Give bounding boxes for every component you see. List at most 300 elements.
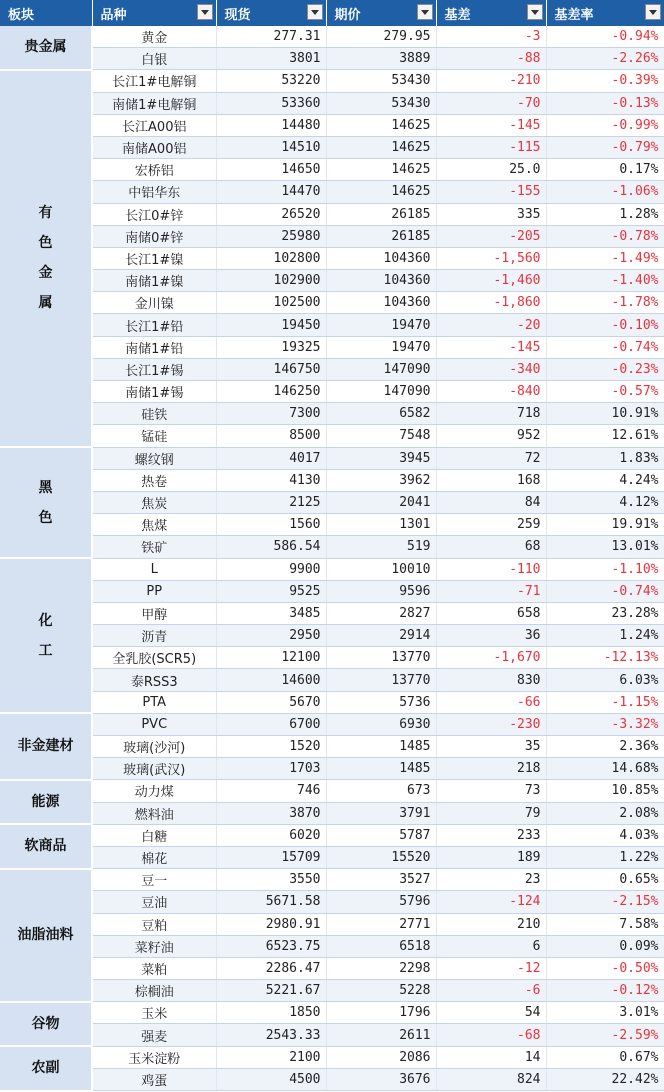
basis-cell[interactable]: 210 xyxy=(436,913,546,935)
basis-cell[interactable]: -230 xyxy=(436,713,546,735)
name-cell[interactable]: L xyxy=(92,558,216,580)
basis-cell[interactable]: -145 xyxy=(436,114,546,136)
spot-cell[interactable]: 2286.47 xyxy=(216,957,326,979)
spot-cell[interactable]: 53360 xyxy=(216,92,326,114)
futures-cell[interactable]: 1485 xyxy=(326,736,436,758)
spot-cell[interactable]: 14510 xyxy=(216,136,326,158)
table-row xyxy=(0,92,664,114)
name-cell[interactable]: 长江1#锡 xyxy=(92,358,216,380)
basis-cell[interactable]: -124 xyxy=(436,891,546,913)
basis-rate-cell[interactable]: 2.36% xyxy=(546,736,664,758)
futures-cell[interactable]: 14625 xyxy=(326,136,436,158)
spot-cell[interactable]: 3870 xyxy=(216,802,326,824)
table-body xyxy=(0,26,664,1091)
sector-cell[interactable] xyxy=(0,558,92,713)
filter-dropdown-icon[interactable] xyxy=(527,4,543,20)
table-row xyxy=(0,736,664,758)
basis-rate-cell[interactable]: 3.01% xyxy=(546,1002,664,1024)
basis-cell[interactable]: 335 xyxy=(436,203,546,225)
header-basis[interactable]: 基差 xyxy=(436,0,546,26)
spot-cell[interactable]: 3550 xyxy=(216,869,326,891)
header-name[interactable]: 品种 xyxy=(92,0,216,26)
name-cell[interactable]: 棕榈油 xyxy=(92,980,216,1002)
basis-cell[interactable]: -145 xyxy=(436,336,546,358)
table-row xyxy=(0,869,664,891)
futures-cell[interactable]: 5736 xyxy=(326,691,436,713)
basis-cell[interactable]: -66 xyxy=(436,691,546,713)
futures-cell[interactable]: 147090 xyxy=(326,381,436,403)
name-cell[interactable]: 宏桥铝 xyxy=(92,159,216,181)
basis-cell[interactable]: -68 xyxy=(436,1024,546,1046)
table-row xyxy=(0,491,664,513)
basis-cell[interactable]: 14 xyxy=(436,1046,546,1068)
basis-cell[interactable]: -1,860 xyxy=(436,292,546,314)
table-row xyxy=(0,691,664,713)
basis-rate-cell[interactable]: -0.13% xyxy=(546,92,664,114)
spot-cell[interactable]: 19450 xyxy=(216,314,326,336)
futures-cell[interactable]: 6930 xyxy=(326,713,436,735)
spot-cell[interactable]: 4017 xyxy=(216,447,326,469)
name-cell[interactable]: 燃料油 xyxy=(92,802,216,824)
spot-cell[interactable]: 5670 xyxy=(216,691,326,713)
table-row xyxy=(0,802,664,824)
name-cell[interactable]: 中铝华东 xyxy=(92,181,216,203)
spot-cell[interactable]: 4130 xyxy=(216,469,326,491)
spot-cell[interactable]: 6020 xyxy=(216,824,326,846)
spot-cell[interactable]: 6700 xyxy=(216,713,326,735)
spot-cell[interactable]: 5671.58 xyxy=(216,891,326,913)
table-row xyxy=(0,758,664,780)
basis-cell[interactable]: 68 xyxy=(436,536,546,558)
spot-cell[interactable]: 1560 xyxy=(216,514,326,536)
sector-label: 非金建材 xyxy=(17,738,74,755)
futures-cell[interactable]: 26185 xyxy=(326,225,436,247)
futures-cell[interactable]: 2914 xyxy=(326,625,436,647)
basis-rate-cell[interactable]: -0.78% xyxy=(546,225,664,247)
name-cell[interactable]: 泰RSS3 xyxy=(92,669,216,691)
table-row xyxy=(0,114,664,136)
basis-rate-cell[interactable]: 12.61% xyxy=(546,425,664,447)
table-row xyxy=(0,647,664,669)
name-cell[interactable]: 南储A00铝 xyxy=(92,136,216,158)
futures-cell[interactable]: 6582 xyxy=(326,403,436,425)
basis-rate-cell[interactable]: -1.10% xyxy=(546,558,664,580)
basis-rate-cell[interactable]: 4.12% xyxy=(546,491,664,513)
basis-cell[interactable]: -20 xyxy=(436,314,546,336)
table-row xyxy=(0,469,664,491)
table-row xyxy=(0,247,664,269)
sector-cell[interactable] xyxy=(0,1046,92,1090)
futures-cell[interactable]: 519 xyxy=(326,536,436,558)
name-cell[interactable]: PP xyxy=(92,580,216,602)
basis-cell[interactable]: -6 xyxy=(436,980,546,1002)
basis-cell[interactable]: 233 xyxy=(436,824,546,846)
basis-rate-cell[interactable]: 0.17% xyxy=(546,159,664,181)
basis-rate-cell[interactable]: 23.28% xyxy=(546,602,664,624)
basis-rate-cell[interactable]: -1.40% xyxy=(546,270,664,292)
table-row xyxy=(0,203,664,225)
futures-cell[interactable]: 1796 xyxy=(326,1002,436,1024)
basis-cell[interactable]: 824 xyxy=(436,1068,546,1090)
spot-cell[interactable]: 2980.91 xyxy=(216,913,326,935)
basis-cell[interactable]: 718 xyxy=(436,403,546,425)
spot-cell[interactable]: 4500 xyxy=(216,1068,326,1090)
basis-cell[interactable]: 658 xyxy=(436,602,546,624)
basis-rate-cell[interactable]: 22.42% xyxy=(546,1068,664,1090)
spot-cell[interactable]: 3801 xyxy=(216,48,326,70)
basis-rate-cell[interactable]: -0.10% xyxy=(546,314,664,336)
name-cell[interactable]: PTA xyxy=(92,691,216,713)
name-cell[interactable]: 豆油 xyxy=(92,891,216,913)
basis-rate-cell[interactable]: 19.91% xyxy=(546,514,664,536)
sector-cell[interactable] xyxy=(0,26,92,70)
spot-cell[interactable]: 3485 xyxy=(216,602,326,624)
table-row xyxy=(0,336,664,358)
basis-rate-cell[interactable]: -1.06% xyxy=(546,181,664,203)
basis-rate-cell[interactable]: -2.59% xyxy=(546,1024,664,1046)
name-cell[interactable]: 长江1#铅 xyxy=(92,314,216,336)
futures-cell[interactable]: 147090 xyxy=(326,358,436,380)
name-cell[interactable]: 菜籽油 xyxy=(92,935,216,957)
spot-cell[interactable]: 14600 xyxy=(216,669,326,691)
sector-cell[interactable] xyxy=(0,869,92,1002)
name-cell[interactable]: 白糖 xyxy=(92,824,216,846)
basis-rate-cell[interactable]: 4.24% xyxy=(546,469,664,491)
futures-cell[interactable]: 673 xyxy=(326,780,436,802)
basis-rate-cell[interactable]: -1.49% xyxy=(546,247,664,269)
filter-dropdown-icon[interactable] xyxy=(645,4,661,20)
spot-cell[interactable]: 5221.67 xyxy=(216,980,326,1002)
name-cell[interactable]: 豆一 xyxy=(92,869,216,891)
futures-cell[interactable]: 9596 xyxy=(326,580,436,602)
basis-cell[interactable]: 952 xyxy=(436,425,546,447)
name-cell[interactable]: 长江1#电解铜 xyxy=(92,70,216,92)
sector-cell[interactable] xyxy=(0,70,92,447)
basis-cell[interactable]: -340 xyxy=(436,358,546,380)
filter-dropdown-icon[interactable] xyxy=(417,4,433,20)
spot-cell[interactable]: 277.31 xyxy=(216,26,326,48)
name-cell[interactable]: 菜粕 xyxy=(92,957,216,979)
futures-cell[interactable]: 14625 xyxy=(326,181,436,203)
name-cell[interactable]: 长江0#锌 xyxy=(92,203,216,225)
basis-rate-cell[interactable]: -0.23% xyxy=(546,358,664,380)
futures-cell[interactable]: 104360 xyxy=(326,292,436,314)
futures-cell[interactable]: 53430 xyxy=(326,70,436,92)
futures-cell[interactable]: 5787 xyxy=(326,824,436,846)
basis-rate-cell[interactable]: 7.58% xyxy=(546,913,664,935)
spot-cell[interactable]: 2950 xyxy=(216,625,326,647)
table-row xyxy=(0,292,664,314)
spot-cell[interactable]: 7300 xyxy=(216,403,326,425)
futures-cell[interactable]: 1301 xyxy=(326,514,436,536)
name-cell[interactable]: 玉米 xyxy=(92,1002,216,1024)
name-cell[interactable]: 鸡蛋 xyxy=(92,1068,216,1090)
table-row xyxy=(0,381,664,403)
futures-cell[interactable]: 6518 xyxy=(326,935,436,957)
futures-cell[interactable]: 1485 xyxy=(326,758,436,780)
name-cell[interactable]: 豆粕 xyxy=(92,913,216,935)
futures-cell[interactable]: 3527 xyxy=(326,869,436,891)
futures-cell[interactable]: 14625 xyxy=(326,159,436,181)
futures-cell[interactable]: 13770 xyxy=(326,647,436,669)
table-row xyxy=(0,314,664,336)
futures-cell[interactable]: 3889 xyxy=(326,48,436,70)
basis-rate-cell[interactable]: 1.22% xyxy=(546,846,664,868)
spot-cell[interactable]: 12100 xyxy=(216,647,326,669)
table-row xyxy=(0,70,664,92)
table-row xyxy=(0,846,664,868)
futures-cell[interactable]: 2611 xyxy=(326,1024,436,1046)
futures-cell[interactable]: 5796 xyxy=(326,891,436,913)
name-cell[interactable]: 焦炭 xyxy=(92,491,216,513)
basis-cell[interactable]: 25.0 xyxy=(436,159,546,181)
spot-cell[interactable]: 2125 xyxy=(216,491,326,513)
filter-dropdown-icon[interactable] xyxy=(197,4,213,20)
basis-cell[interactable]: -3 xyxy=(436,26,546,48)
name-cell[interactable]: 螺纹钢 xyxy=(92,447,216,469)
basis-cell[interactable]: -210 xyxy=(436,70,546,92)
spot-cell[interactable]: 53220 xyxy=(216,70,326,92)
spot-cell[interactable]: 25980 xyxy=(216,225,326,247)
name-cell[interactable]: 南储1#铅 xyxy=(92,336,216,358)
sector-cell[interactable] xyxy=(0,780,92,824)
spot-cell[interactable]: 14650 xyxy=(216,159,326,181)
sector-cell[interactable] xyxy=(0,713,92,780)
basis-rate-cell[interactable]: -0.50% xyxy=(546,957,664,979)
filter-dropdown-icon[interactable] xyxy=(307,4,323,20)
basis-cell[interactable]: -110 xyxy=(436,558,546,580)
name-cell[interactable]: 动力煤 xyxy=(92,780,216,802)
basis-rate-cell[interactable]: -2.15% xyxy=(546,891,664,913)
basis-cell[interactable]: 23 xyxy=(436,869,546,891)
name-cell[interactable]: 棉花 xyxy=(92,846,216,868)
basis-cell[interactable]: -88 xyxy=(436,48,546,70)
spot-cell[interactable]: 2543.33 xyxy=(216,1024,326,1046)
futures-cell[interactable]: 2771 xyxy=(326,913,436,935)
basis-cell[interactable]: 168 xyxy=(436,469,546,491)
name-cell[interactable]: 长江A00铝 xyxy=(92,114,216,136)
futures-cell[interactable]: 7548 xyxy=(326,425,436,447)
header-futures[interactable]: 期价 xyxy=(326,0,436,26)
basis-rate-cell[interactable]: 0.67% xyxy=(546,1046,664,1068)
futures-cell[interactable]: 15520 xyxy=(326,846,436,868)
name-cell[interactable]: PVC xyxy=(92,713,216,735)
spot-cell[interactable]: 2100 xyxy=(216,1046,326,1068)
spot-cell[interactable]: 1703 xyxy=(216,758,326,780)
basis-rate-cell[interactable]: 0.65% xyxy=(546,869,664,891)
basis-rate-cell[interactable]: -1.78% xyxy=(546,292,664,314)
basis-cell[interactable]: 54 xyxy=(436,1002,546,1024)
basis-cell[interactable]: -12 xyxy=(436,957,546,979)
name-cell[interactable]: 金川镍 xyxy=(92,292,216,314)
table-row xyxy=(0,625,664,647)
basis-rate-cell[interactable]: -0.57% xyxy=(546,381,664,403)
futures-cell[interactable]: 13770 xyxy=(326,669,436,691)
name-cell[interactable]: 南储1#电解铜 xyxy=(92,92,216,114)
spot-cell[interactable]: 1520 xyxy=(216,736,326,758)
futures-cell[interactable]: 2041 xyxy=(326,491,436,513)
basis-rate-cell[interactable]: -0.94% xyxy=(546,26,664,48)
table-row xyxy=(0,425,664,447)
basis-rate-cell[interactable]: 14.68% xyxy=(546,758,664,780)
basis-cell[interactable]: -70 xyxy=(436,92,546,114)
basis-rate-cell[interactable]: 10.85% xyxy=(546,780,664,802)
basis-rate-cell[interactable]: -3.32% xyxy=(546,713,664,735)
table-row xyxy=(0,270,664,292)
header-sector: 板块 xyxy=(0,0,92,26)
name-cell[interactable]: 全乳胶(SCR5) xyxy=(92,647,216,669)
name-cell[interactable]: 热卷 xyxy=(92,469,216,491)
futures-cell[interactable]: 14625 xyxy=(326,114,436,136)
basis-cell[interactable]: -71 xyxy=(436,580,546,602)
name-cell[interactable]: 长江1#镍 xyxy=(92,247,216,269)
name-cell[interactable]: 强麦 xyxy=(92,1024,216,1046)
basis-rate-cell[interactable]: 10.91% xyxy=(546,403,664,425)
spot-cell[interactable]: 146750 xyxy=(216,358,326,380)
basis-cell[interactable]: -115 xyxy=(436,136,546,158)
name-cell[interactable]: 硅铁 xyxy=(92,403,216,425)
basis-rate-cell[interactable]: -0.79% xyxy=(546,136,664,158)
spot-cell[interactable]: 586.54 xyxy=(216,536,326,558)
basis-rate-cell[interactable]: -0.39% xyxy=(546,70,664,92)
basis-cell[interactable]: 79 xyxy=(436,802,546,824)
spot-cell[interactable]: 26520 xyxy=(216,203,326,225)
futures-cell[interactable]: 26185 xyxy=(326,203,436,225)
name-cell[interactable]: 焦煤 xyxy=(92,514,216,536)
futures-cell[interactable]: 19470 xyxy=(326,314,436,336)
sector-cell[interactable] xyxy=(0,1002,92,1046)
futures-cell[interactable]: 10010 xyxy=(326,558,436,580)
basis-rate-cell[interactable]: -1.15% xyxy=(546,691,664,713)
basis-cell[interactable]: 84 xyxy=(436,491,546,513)
basis-rate-cell[interactable]: 13.01% xyxy=(546,536,664,558)
basis-rate-cell[interactable]: 1.28% xyxy=(546,203,664,225)
spot-cell[interactable]: 14480 xyxy=(216,114,326,136)
spot-cell[interactable]: 9525 xyxy=(216,580,326,602)
name-cell[interactable]: 黄金 xyxy=(92,26,216,48)
basis-cell[interactable]: -205 xyxy=(436,225,546,247)
spot-cell[interactable]: 746 xyxy=(216,780,326,802)
basis-cell[interactable]: 6 xyxy=(436,935,546,957)
sector-cell[interactable] xyxy=(0,824,92,868)
header-basis-rate[interactable]: 基差率 xyxy=(546,0,664,26)
table-row xyxy=(0,913,664,935)
basis-cell[interactable]: 218 xyxy=(436,758,546,780)
basis-cell[interactable]: 830 xyxy=(436,669,546,691)
basis-cell[interactable]: -1,460 xyxy=(436,270,546,292)
futures-cell[interactable]: 19470 xyxy=(326,336,436,358)
basis-rate-cell[interactable]: -0.99% xyxy=(546,114,664,136)
table-row xyxy=(0,181,664,203)
name-cell[interactable]: 南储1#镍 xyxy=(92,270,216,292)
sector-label: 油脂油料 xyxy=(17,926,74,943)
basis-rate-cell[interactable]: 1.24% xyxy=(546,625,664,647)
basis-cell[interactable]: -1,560 xyxy=(436,247,546,269)
basis-cell[interactable]: 73 xyxy=(436,780,546,802)
spot-cell[interactable]: 6523.75 xyxy=(216,935,326,957)
name-cell[interactable]: 南储1#锡 xyxy=(92,381,216,403)
basis-cell[interactable]: 72 xyxy=(436,447,546,469)
basis-rate-cell[interactable]: 0.09% xyxy=(546,935,664,957)
basis-rate-cell[interactable]: -2.26% xyxy=(546,48,664,70)
basis-rate-cell[interactable]: 1.83% xyxy=(546,447,664,469)
table-row xyxy=(0,891,664,913)
name-cell[interactable]: 南储0#锌 xyxy=(92,225,216,247)
spot-cell[interactable]: 1850 xyxy=(216,1002,326,1024)
name-cell[interactable]: 玉米淀粉 xyxy=(92,1046,216,1068)
name-cell[interactable]: 玻璃(武汉) xyxy=(92,758,216,780)
basis-cell[interactable]: -155 xyxy=(436,181,546,203)
table-row xyxy=(0,159,664,181)
basis-cell[interactable]: 259 xyxy=(436,514,546,536)
table-row xyxy=(0,1046,664,1068)
basis-cell[interactable]: -1,670 xyxy=(436,647,546,669)
header-spot[interactable]: 现货 xyxy=(216,0,326,26)
futures-cell[interactable]: 3962 xyxy=(326,469,436,491)
futures-cell[interactable]: 2827 xyxy=(326,602,436,624)
spot-cell[interactable]: 15709 xyxy=(216,846,326,868)
futures-cell[interactable]: 53430 xyxy=(326,92,436,114)
basis-cell[interactable]: -840 xyxy=(436,381,546,403)
table-row xyxy=(0,1024,664,1046)
spot-cell[interactable]: 19325 xyxy=(216,336,326,358)
table-row xyxy=(0,935,664,957)
table-row xyxy=(0,713,664,735)
basis-rate-cell[interactable]: 2.08% xyxy=(546,802,664,824)
spot-cell[interactable]: 102500 xyxy=(216,292,326,314)
futures-cell[interactable]: 104360 xyxy=(326,247,436,269)
name-cell[interactable]: 玻璃(沙河) xyxy=(92,736,216,758)
futures-cell[interactable]: 2086 xyxy=(326,1046,436,1068)
futures-cell[interactable]: 2298 xyxy=(326,957,436,979)
spot-cell[interactable]: 102900 xyxy=(216,270,326,292)
futures-cell[interactable]: 3676 xyxy=(326,1068,436,1090)
name-cell[interactable]: 甲醇 xyxy=(92,602,216,624)
table-row xyxy=(0,558,664,580)
spot-cell[interactable]: 102800 xyxy=(216,247,326,269)
sector-cell[interactable] xyxy=(0,447,92,558)
spot-cell[interactable]: 9900 xyxy=(216,558,326,580)
sector-label: 有色金属 xyxy=(38,205,53,312)
name-cell[interactable]: 白银 xyxy=(92,48,216,70)
basis-rate-cell[interactable]: 4.03% xyxy=(546,824,664,846)
basis-rate-cell[interactable]: 6.03% xyxy=(546,669,664,691)
basis-rate-cell[interactable]: -0.12% xyxy=(546,980,664,1002)
table-row xyxy=(0,48,664,70)
basis-cell[interactable]: 36 xyxy=(436,625,546,647)
sector-label: 黑色 xyxy=(38,479,53,526)
spot-cell[interactable]: 14470 xyxy=(216,181,326,203)
futures-cell[interactable]: 104360 xyxy=(326,270,436,292)
basis-rate-cell[interactable]: -0.74% xyxy=(546,336,664,358)
table-row xyxy=(0,1002,664,1024)
table-row xyxy=(0,358,664,380)
futures-cell[interactable]: 3945 xyxy=(326,447,436,469)
futures-cell[interactable]: 5228 xyxy=(326,980,436,1002)
name-cell[interactable]: 沥青 xyxy=(92,625,216,647)
name-cell[interactable]: 锰硅 xyxy=(92,425,216,447)
basis-cell[interactable]: 189 xyxy=(436,846,546,868)
name-cell[interactable]: 铁矿 xyxy=(92,536,216,558)
futures-cell[interactable]: 279.95 xyxy=(326,26,436,48)
spot-cell[interactable]: 8500 xyxy=(216,425,326,447)
spot-cell[interactable]: 146250 xyxy=(216,381,326,403)
sector-label: 能源 xyxy=(31,793,60,810)
basis-rate-cell[interactable]: -0.74% xyxy=(546,580,664,602)
basis-rate-cell[interactable]: -12.13% xyxy=(546,647,664,669)
basis-cell[interactable]: 35 xyxy=(436,736,546,758)
futures-cell[interactable]: 3791 xyxy=(326,802,436,824)
